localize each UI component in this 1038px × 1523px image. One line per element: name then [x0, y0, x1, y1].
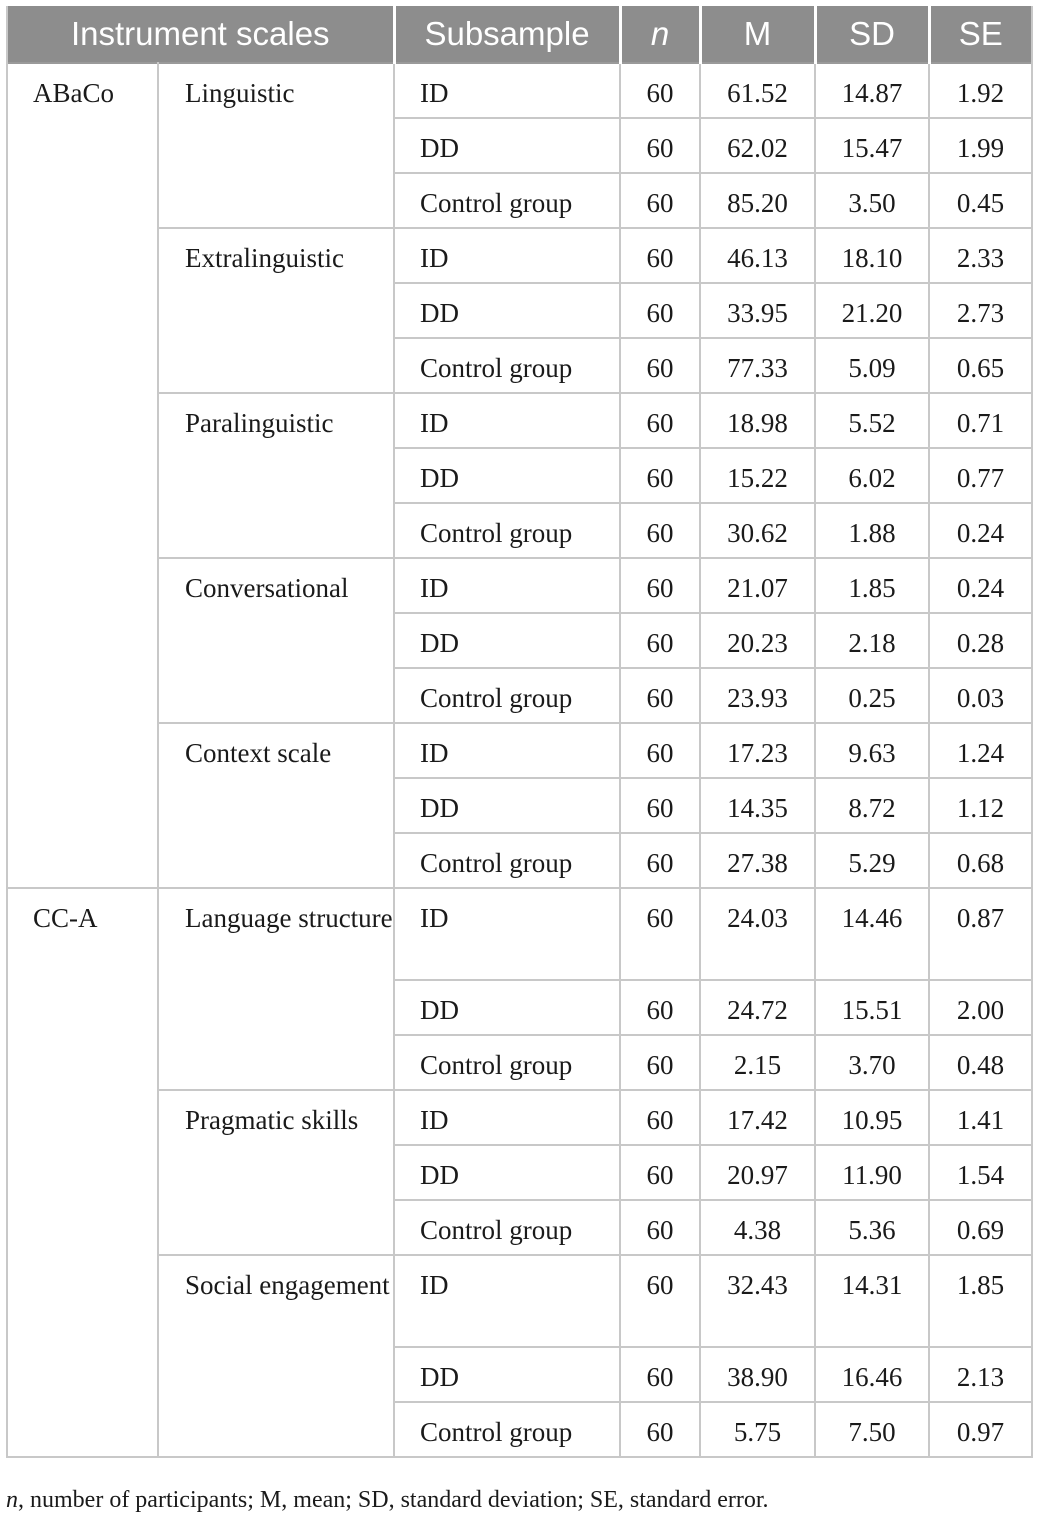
results-table-container: [6, 6, 1031, 1458]
se-cell: 0.48: [929, 1035, 1032, 1090]
sd-cell: 6.02: [815, 448, 929, 503]
mean-cell: 14.35: [700, 778, 815, 833]
se-cell: 1.92: [929, 63, 1032, 118]
sd-cell: 1.85: [815, 558, 929, 613]
mean-cell: 30.62: [700, 503, 815, 558]
footnote-n-symbol: n: [6, 1487, 18, 1513]
n-cell: 60: [620, 833, 700, 888]
n-cell: 60: [620, 63, 700, 118]
header-mean: M: [700, 6, 815, 63]
n-cell: 60: [620, 980, 700, 1035]
table-body: [7, 63, 1032, 1457]
scale-cell: Pragmatic skills: [158, 1090, 394, 1255]
table-row: [7, 393, 1032, 448]
subsample-cell: Control group: [394, 1402, 620, 1457]
subsample-cell: Control group: [394, 503, 620, 558]
subsample-cell: DD: [394, 118, 620, 173]
table-row: [7, 63, 1032, 118]
mean-cell: 18.98: [700, 393, 815, 448]
subsample-cell: DD: [394, 1145, 620, 1200]
n-cell: 60: [620, 118, 700, 173]
sd-cell: 14.87: [815, 63, 929, 118]
n-cell: 60: [620, 1347, 700, 1402]
mean-cell: 20.97: [700, 1145, 815, 1200]
table-row: [7, 1255, 1032, 1347]
n-cell: 60: [620, 1090, 700, 1145]
mean-cell: 77.33: [700, 338, 815, 393]
scale-cell: Context scale: [158, 723, 394, 888]
mean-cell: 61.52: [700, 63, 815, 118]
sd-cell: 11.90: [815, 1145, 929, 1200]
se-cell: 0.03: [929, 668, 1032, 723]
se-cell: 0.24: [929, 558, 1032, 613]
n-cell: 60: [620, 1145, 700, 1200]
mean-cell: 38.90: [700, 1347, 815, 1402]
sd-cell: 16.46: [815, 1347, 929, 1402]
se-cell: 0.65: [929, 338, 1032, 393]
n-cell: 60: [620, 228, 700, 283]
se-cell: 2.73: [929, 283, 1032, 338]
table-header: [7, 6, 1032, 63]
sd-cell: 5.09: [815, 338, 929, 393]
subsample-cell: DD: [394, 1347, 620, 1402]
sd-cell: 14.46: [815, 888, 929, 980]
se-cell: 0.71: [929, 393, 1032, 448]
subsample-cell: ID: [394, 393, 620, 448]
sd-cell: 5.52: [815, 393, 929, 448]
se-cell: 0.24: [929, 503, 1032, 558]
n-cell: 60: [620, 173, 700, 228]
se-cell: 0.28: [929, 613, 1032, 668]
mean-cell: 17.42: [700, 1090, 815, 1145]
se-cell: 1.99: [929, 118, 1032, 173]
n-cell: 60: [620, 613, 700, 668]
se-cell: 0.87: [929, 888, 1032, 980]
sd-cell: 9.63: [815, 723, 929, 778]
sd-cell: 5.29: [815, 833, 929, 888]
subsample-cell: DD: [394, 980, 620, 1035]
se-cell: 2.00: [929, 980, 1032, 1035]
footnote-text: , number of participants; M, mean; SD, standard deviation; SE, standard error.: [18, 1487, 769, 1513]
sd-cell: 21.20: [815, 283, 929, 338]
scale-cell: Conversational: [158, 558, 394, 723]
subsample-cell: ID: [394, 228, 620, 283]
subsample-cell: Control group: [394, 173, 620, 228]
n-cell: 60: [620, 1035, 700, 1090]
mean-cell: 17.23: [700, 723, 815, 778]
mean-cell: 24.03: [700, 888, 815, 980]
scale-cell: Language structure: [158, 888, 394, 1090]
scale-cell: Social engagement: [158, 1255, 394, 1457]
header-subsample: Subsample: [394, 6, 620, 63]
table-row: [7, 228, 1032, 283]
table-row: [7, 558, 1032, 613]
n-cell: 60: [620, 888, 700, 980]
instrument-cell: ABaCo: [7, 63, 158, 888]
subsample-cell: Control group: [394, 1200, 620, 1255]
scale-cell: Linguistic: [158, 63, 394, 228]
se-cell: 0.45: [929, 173, 1032, 228]
mean-cell: 24.72: [700, 980, 815, 1035]
n-cell: 60: [620, 448, 700, 503]
n-cell: 60: [620, 283, 700, 338]
se-cell: 0.97: [929, 1402, 1032, 1457]
sd-cell: 14.31: [815, 1255, 929, 1347]
subsample-cell: DD: [394, 283, 620, 338]
sd-cell: 7.50: [815, 1402, 929, 1457]
n-cell: 60: [620, 393, 700, 448]
sd-cell: 3.50: [815, 173, 929, 228]
subsample-cell: DD: [394, 448, 620, 503]
mean-cell: 21.07: [700, 558, 815, 613]
mean-cell: 32.43: [700, 1255, 815, 1347]
n-cell: 60: [620, 503, 700, 558]
se-cell: 1.85: [929, 1255, 1032, 1347]
mean-cell: 62.02: [700, 118, 815, 173]
sd-cell: 10.95: [815, 1090, 929, 1145]
se-cell: 1.12: [929, 778, 1032, 833]
se-cell: 2.13: [929, 1347, 1032, 1402]
mean-cell: 2.15: [700, 1035, 815, 1090]
table-row: [7, 723, 1032, 778]
instrument-cell: CC-A: [7, 888, 158, 1457]
mean-cell: 46.13: [700, 228, 815, 283]
scale-cell: Paralinguistic: [158, 393, 394, 558]
n-cell: 60: [620, 558, 700, 613]
subsample-cell: ID: [394, 723, 620, 778]
se-cell: 0.69: [929, 1200, 1032, 1255]
subsample-cell: ID: [394, 1255, 620, 1347]
sd-cell: 1.88: [815, 503, 929, 558]
mean-cell: 4.38: [700, 1200, 815, 1255]
scale-cell: Extralinguistic: [158, 228, 394, 393]
subsample-cell: ID: [394, 63, 620, 118]
se-cell: 2.33: [929, 228, 1032, 283]
subsample-cell: Control group: [394, 338, 620, 393]
mean-cell: 33.95: [700, 283, 815, 338]
subsample-cell: DD: [394, 778, 620, 833]
n-cell: 60: [620, 1200, 700, 1255]
sd-cell: 15.47: [815, 118, 929, 173]
n-cell: 60: [620, 1255, 700, 1347]
sd-cell: 2.18: [815, 613, 929, 668]
sd-cell: 5.36: [815, 1200, 929, 1255]
header-se: SE: [929, 6, 1032, 63]
mean-cell: 5.75: [700, 1402, 815, 1457]
se-cell: 1.24: [929, 723, 1032, 778]
table-row: [7, 1090, 1032, 1145]
sd-cell: 15.51: [815, 980, 929, 1035]
header-sd: SD: [815, 6, 929, 63]
mean-cell: 23.93: [700, 668, 815, 723]
subsample-cell: Control group: [394, 668, 620, 723]
se-cell: 1.41: [929, 1090, 1032, 1145]
sd-cell: 3.70: [815, 1035, 929, 1090]
mean-cell: 20.23: [700, 613, 815, 668]
header-n: n: [620, 6, 700, 63]
n-cell: 60: [620, 668, 700, 723]
se-cell: 1.54: [929, 1145, 1032, 1200]
sd-cell: 0.25: [815, 668, 929, 723]
mean-cell: 15.22: [700, 448, 815, 503]
se-cell: 0.68: [929, 833, 1032, 888]
subsample-cell: Control group: [394, 1035, 620, 1090]
mean-cell: 27.38: [700, 833, 815, 888]
sd-cell: 18.10: [815, 228, 929, 283]
results-table: [6, 6, 1033, 1458]
sd-cell: 8.72: [815, 778, 929, 833]
subsample-cell: ID: [394, 1090, 620, 1145]
subsample-cell: ID: [394, 558, 620, 613]
mean-cell: 85.20: [700, 173, 815, 228]
table-footnote: [6, 1487, 769, 1514]
subsample-cell: DD: [394, 613, 620, 668]
se-cell: 0.77: [929, 448, 1032, 503]
subsample-cell: ID: [394, 888, 620, 980]
header-instrument-scales: Instrument scales: [7, 6, 394, 63]
n-cell: 60: [620, 338, 700, 393]
n-cell: 60: [620, 1402, 700, 1457]
subsample-cell: Control group: [394, 833, 620, 888]
table-row: [7, 888, 1032, 980]
n-cell: 60: [620, 778, 700, 833]
n-cell: 60: [620, 723, 700, 778]
